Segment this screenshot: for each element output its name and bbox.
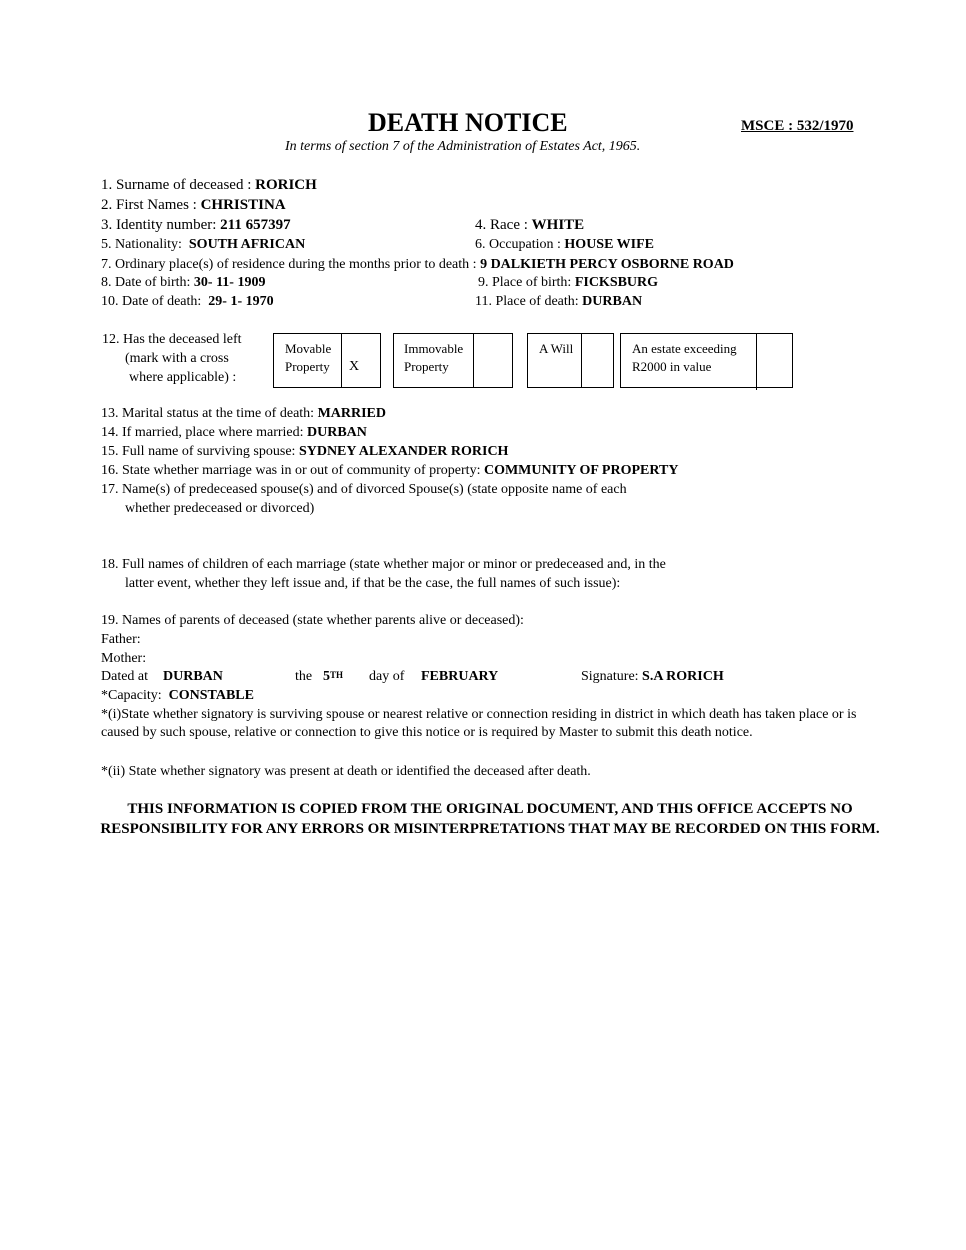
field-predeceased-spouses-line-2: whether predeceased or divorced) xyxy=(125,501,315,516)
field-surviving-spouse-value: SYDNEY ALEXANDER RORICH xyxy=(298,444,509,459)
disclaimer: THIS INFORMATION IS COPIED FROM THE ORIGINAL DOCUMENT, AND THIS OFFICE ACCEPTS NO RESPONSIBILITY FOR ANY ERRORS OR MISINTERPRETATIONS THAT MAY BE RECORDED ON THIS FORM. xyxy=(100,801,880,837)
note-signatory-present: *(ii) State whether signatory was present at death or identified the deceased after death. xyxy=(101,764,591,779)
field-first-names-label: 2. First Names : xyxy=(101,197,197,213)
field-children-line-1: 18. Full names of children of each marriage (state whether major or minor or predeceased and, in the xyxy=(101,557,666,572)
field-residence-value: 9 DALKIETH PERCY OSBORNE ROAD xyxy=(480,257,734,272)
immovable-property-label-1: Immovable xyxy=(404,341,464,356)
field-community-property xyxy=(101,462,678,480)
box-divider xyxy=(581,333,582,388)
field-community-property-label: 16. State whether marriage was in or out of community of property: xyxy=(101,463,481,478)
note-signatory-relation: *(i)State whether signatory is surviving spouse or nearest relative or connection residing in district in which death has taken place or is caused by such spouse, relative or connection to give this notice or is required by Master to submit this death notice. xyxy=(101,707,857,740)
reference-number: MSCE : 532/1970 xyxy=(741,118,854,134)
field-date-of-death xyxy=(101,293,274,311)
field-parents: 19. Names of parents of deceased (state whether parents alive or deceased): xyxy=(101,613,524,628)
field-marital-status xyxy=(101,405,386,423)
movable-property-cross: X xyxy=(349,359,360,374)
capacity xyxy=(101,687,254,705)
dated-at-value: DURBAN xyxy=(163,669,223,684)
field-date-of-birth xyxy=(101,274,265,292)
field-place-of-birth-label: 9. Place of birth: xyxy=(478,275,572,290)
field-identity-number-value: 211 657397 xyxy=(220,217,291,233)
field-date-of-birth-label: 8. Date of birth: xyxy=(101,275,191,290)
field-place-of-death-value: DURBAN xyxy=(582,294,643,309)
field-marital-status-label: 13. Marital status at the time of death: xyxy=(101,406,315,421)
field-place-married-value: DURBAN xyxy=(307,425,367,440)
field-place-of-death-label: 11. Place of death: xyxy=(475,294,579,309)
day-of-label: day of xyxy=(369,669,405,684)
estate-question-line-2: (mark with a cross xyxy=(125,351,229,366)
the-label: the xyxy=(295,669,313,684)
field-date-of-death-label: 10. Date of death: xyxy=(101,294,202,309)
field-place-married-label: 14. If married, place where married: xyxy=(101,425,304,440)
signature-value: S.A RORICH xyxy=(642,669,724,684)
field-race-value: WHITE xyxy=(531,217,585,233)
day-suffix: TH xyxy=(330,670,344,680)
signature xyxy=(581,668,724,686)
capacity-label: *Capacity: xyxy=(101,688,162,703)
field-date-of-birth-value: 30- 11- 1909 xyxy=(193,275,266,290)
box-divider xyxy=(341,333,342,388)
field-place-of-birth xyxy=(478,274,658,292)
estate-exceeding-label-2: R2000 in value xyxy=(632,359,712,374)
capacity-value: CONSTABLE xyxy=(168,688,254,703)
field-identity-number-label: 3. Identity number: xyxy=(101,217,217,233)
movable-property-label-1: Movable xyxy=(285,341,332,356)
page-subtitle: In terms of section 7 of the Administration of Estates Act, 1965. xyxy=(285,139,641,154)
estate-question-line-1: 12. Has the deceased left xyxy=(102,332,242,347)
movable-property-label-2: Property xyxy=(285,359,330,374)
field-nationality xyxy=(101,236,305,254)
day-number: 5 xyxy=(323,669,330,684)
field-identity-number xyxy=(101,216,291,234)
field-predeceased-spouses-line-1: 17. Name(s) of predeceased spouse(s) and of divorced Spouse(s) (state opposite name of each xyxy=(101,482,627,497)
field-nationality-value: SOUTH AFRICAN xyxy=(188,237,306,252)
box-divider xyxy=(756,333,757,390)
field-place-of-birth-value: FICKSBURG xyxy=(574,275,659,290)
field-date-of-death-value: 29- 1- 1970 xyxy=(208,294,274,309)
field-first-names-value: CHRISTINA xyxy=(200,197,286,213)
field-surviving-spouse-label: 15. Full name of surviving spouse: xyxy=(101,444,296,459)
field-occupation xyxy=(475,236,654,254)
field-first-names xyxy=(101,196,286,214)
field-occupation-value: HOUSE WIFE xyxy=(564,237,655,252)
dated-at-label: Dated at xyxy=(101,669,149,684)
field-surname-label: 1. Surname of deceased : xyxy=(101,177,252,193)
field-mother: Mother: xyxy=(101,651,147,666)
immovable-property-label-2: Property xyxy=(404,359,449,374)
field-surname xyxy=(101,176,317,194)
field-race xyxy=(475,216,584,234)
field-surviving-spouse xyxy=(101,443,508,461)
day-value xyxy=(323,668,343,686)
field-residence xyxy=(101,256,734,274)
signature-label: Signature: xyxy=(581,669,639,684)
field-place-married xyxy=(101,424,367,442)
month-value: FEBRUARY xyxy=(421,669,499,684)
field-marital-status-value: MARRIED xyxy=(317,406,387,421)
field-community-property-value: COMMUNITY OF PROPERTY xyxy=(483,463,679,478)
box-divider xyxy=(473,333,474,388)
estate-exceeding-label-1: An estate exceeding xyxy=(632,341,737,356)
field-race-label: 4. Race : xyxy=(475,217,528,233)
field-place-of-death xyxy=(475,293,642,311)
field-children-line-2: latter event, whether they left issue and, if that be the case, the full names of such issue): xyxy=(125,576,621,591)
field-surname-value: RORICH xyxy=(255,177,317,193)
estate-question-line-3: where applicable) : xyxy=(129,370,237,385)
will-label: A Will xyxy=(539,341,574,356)
field-occupation-label: 6. Occupation : xyxy=(475,237,561,252)
page-title: DEATH NOTICE xyxy=(368,108,568,137)
field-nationality-label: 5. Nationality: xyxy=(101,237,182,252)
field-father: Father: xyxy=(101,632,141,647)
field-residence-label: 7. Ordinary place(s) of residence during the months prior to death : xyxy=(101,257,477,272)
